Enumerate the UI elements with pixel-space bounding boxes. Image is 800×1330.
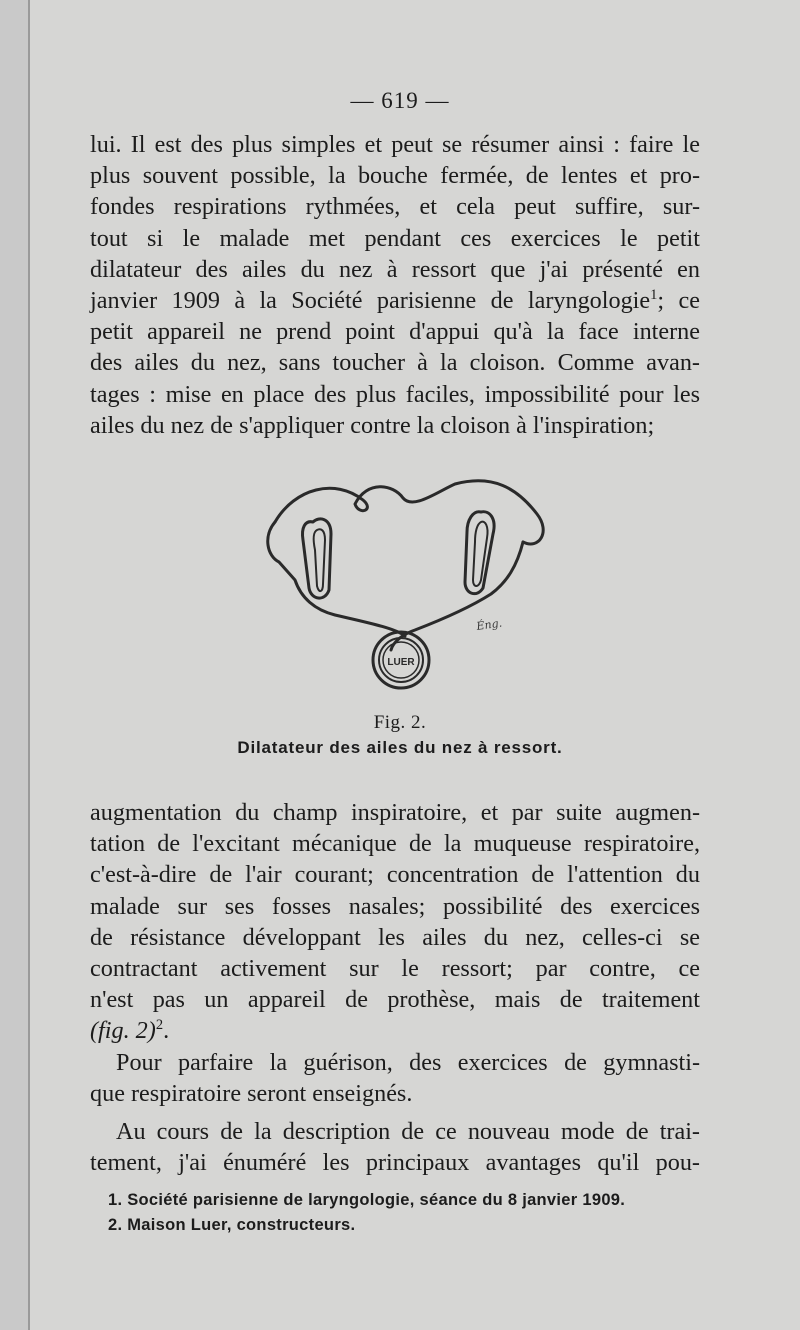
nasal-dilator-illustration — [255, 470, 555, 700]
text-line: tement, j'ai énuméré les principaux avantages qu'il pou- — [90, 1149, 700, 1177]
footnotes — [108, 1188, 708, 1238]
text-line: Au cours de la description de ce nouveau mode de trai- — [116, 1118, 700, 1145]
paragraph-2 — [90, 797, 700, 1047]
text-line: tation de l'excitant mécanique de la muqueuse respiratoire, — [90, 830, 700, 858]
figure-caption: Dilatateur des ailes du nez à ressort. — [237, 738, 563, 757]
footnote-ref: 2 — [155, 1017, 164, 1034]
figure-reference: (fig. 2) — [90, 1017, 156, 1045]
text-line: tages : mise en place des plus faciles, impossibilité pour les — [90, 380, 700, 408]
text-line-with-footnote — [90, 1015, 700, 1046]
figure-nasal-dilator — [255, 470, 555, 700]
text-line: ailes du nez de s'appliquer contre la cloison à l'inspiration; — [90, 411, 655, 439]
text-segment: janvier 1909 à la Société parisienne de laryngologie — [90, 286, 651, 314]
text-line: de résistance développant les ailes du nez, celles-ci se — [90, 923, 700, 951]
figure-label: Fig. 2. — [373, 712, 427, 733]
page-number: — 619 — — [350, 88, 450, 113]
text-line: lui. Il est des plus simples et peut se résumer ainsi : faire le — [90, 131, 700, 158]
paragraph-3 — [90, 1047, 700, 1109]
wire-top — [275, 481, 543, 544]
text-line: tout si le malade met pendant ces exercices le petit — [90, 224, 700, 252]
text-line: dilatateur des ailes du nez à ressort que j'ai présenté en — [90, 255, 700, 283]
text-line: des ailes du nez, sans toucher à la cloison. Comme avan- — [90, 349, 700, 377]
footnote-1: 1. Société parisienne de laryngologie, séance du 8 janvier 1909. — [108, 1191, 626, 1209]
text-line: c'est-à-dire de l'air courant; concentration de l'attention du — [90, 861, 700, 889]
text-line: augmentation du champ inspiratoire, et par suite augmen- — [90, 799, 700, 826]
footnote-ref: 1 — [650, 286, 658, 303]
text-line: que respiratoire seront enseignés. — [90, 1080, 413, 1108]
text-line: petit appareil ne prend point d'appui qu'à la face interne — [90, 318, 700, 346]
text-segment: . — [163, 1017, 170, 1045]
text-line: fondes respirations rythmées, et cela peut suffire, sur- — [90, 193, 700, 221]
text-line: contractant activement sur le ressort; par contre, ce — [90, 954, 700, 982]
text-line: plus souvent possible, la bouche fermée, de lentes et pro- — [90, 162, 700, 190]
engraver-signature: Éng. — [475, 616, 503, 633]
text-line: Pour parfaire la guérison, des exercices de gymnasti- — [116, 1049, 700, 1076]
footnote-2: 2. Maison Luer, constructeurs. — [108, 1216, 356, 1234]
coil-inscription: LUER — [387, 657, 415, 668]
text-segment: ; ce — [657, 286, 700, 314]
paragraph-1 — [90, 129, 700, 441]
text-line: malade sur ses fosses nasales; possibilité des exercices — [90, 892, 700, 920]
paragraph-4 — [90, 1116, 700, 1178]
wire-left-arm — [268, 522, 405, 636]
text-line: n'est pas un appareil de prothèse, mais de traitement — [90, 986, 700, 1014]
text-line-with-footnote — [90, 285, 700, 316]
